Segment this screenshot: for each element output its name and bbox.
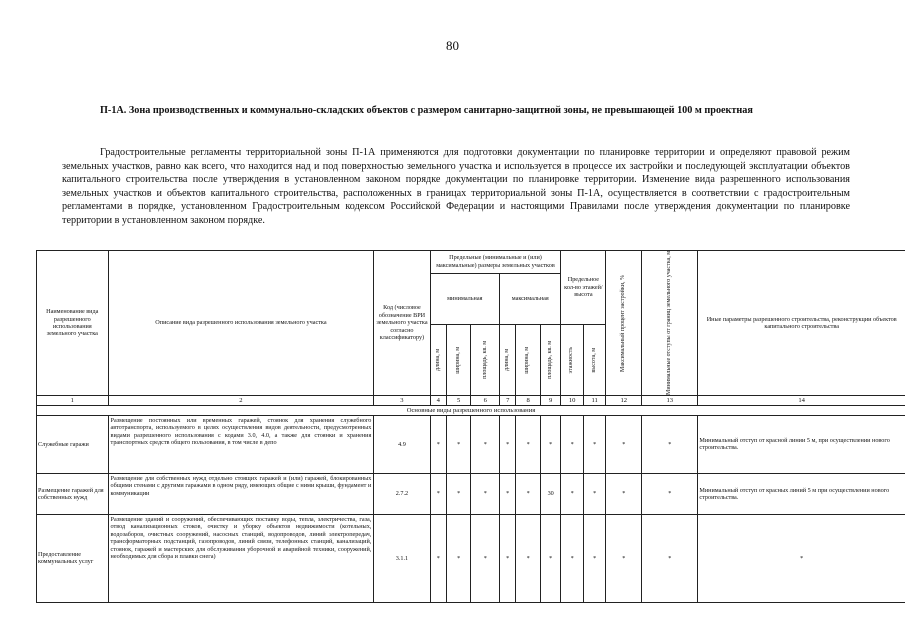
header-height — [583, 324, 605, 395]
row-description: Размещение для собственных нужд отдельно стоящих гаражей и (или) гаражей, блокированных общими стенами с другими гаражами в одном ряду, имеющих общие с ними крыши, фундамент и коммуникации — [108, 473, 374, 514]
header-max-width — [516, 324, 541, 395]
table-row — [37, 514, 905, 602]
row-value: * — [561, 473, 583, 514]
header-floors-text: этажность — [568, 346, 575, 374]
row-value: * — [446, 473, 471, 514]
header-setback — [642, 251, 698, 396]
column-number: 1 — [37, 395, 109, 405]
table-row — [37, 473, 905, 514]
row-other: * — [698, 514, 905, 602]
header-min-length — [430, 324, 446, 395]
row-value: * — [561, 415, 583, 473]
column-number: 3 — [374, 395, 430, 405]
header-max-area — [540, 324, 560, 395]
header-max-area-text: площадь, кв. м — [546, 340, 553, 379]
row-other: Минимальный отступ от красных линий 5 м при осуществлении нового строительства. — [698, 473, 905, 514]
section-title: Основные виды разрешенного использования — [37, 405, 905, 415]
column-number: 9 — [540, 395, 560, 405]
row-code: 2.7.2 — [374, 473, 430, 514]
row-value: * — [430, 415, 446, 473]
row-value: * — [516, 415, 541, 473]
page-number: 80 — [446, 38, 459, 53]
row-value: 30 — [540, 473, 560, 514]
header-row-1 — [37, 251, 905, 274]
row-code: 3.1.1 — [374, 514, 430, 602]
header-description: Описание вида разрешенного использования земельного участка — [108, 251, 374, 396]
row-name: Размещение гаражей для собственных нужд — [37, 473, 109, 514]
row-value: * — [540, 415, 560, 473]
column-number: 11 — [583, 395, 605, 405]
header-min-area-text: площадь, кв. м — [481, 340, 488, 379]
header-name: Наименование вида разрешенного использования земельного участка — [37, 251, 109, 396]
header-min-length-text: длина, м — [434, 348, 441, 371]
row-value: * — [471, 473, 500, 514]
column-number: 12 — [606, 395, 642, 405]
row-value: * — [500, 514, 516, 602]
row-name: Служебные гаражи — [37, 415, 109, 473]
column-number: 10 — [561, 395, 583, 405]
zone-heading: П-1А. Зона производственных и коммунально-складских объектов с размером санитарно-защитной зоны, не превышающей 100 м проектная — [100, 105, 753, 116]
row-value: * — [561, 514, 583, 602]
header-max-length — [500, 324, 516, 395]
header-min-width-text: ширина, м — [454, 346, 461, 374]
row-name: Предоставление коммунальных услуг — [37, 514, 109, 602]
regulations-table — [36, 250, 905, 603]
header-max-width-text: ширина, м — [524, 346, 531, 374]
row-value: * — [430, 473, 446, 514]
column-number: 8 — [516, 395, 541, 405]
header-limits: Предельные (минимальные и (или) максимальные) размеры земельных участков — [430, 251, 561, 274]
row-value: * — [516, 514, 541, 602]
header-coverage-text: Максимальный процент застройки, % — [620, 274, 627, 372]
header-coverage — [606, 251, 642, 396]
row-value: * — [471, 415, 500, 473]
row-value: * — [540, 514, 560, 602]
intro-paragraph: Градостроительные регламенты территориальной зоны П-1А применяются для подготовки документации по планировке территории и определяют правовой режим земельных участков, равно как всего, что находится над и под поверхностью земельного участка и используется в процессе их застройки и последующей эксплуатации объектов капитального строительства после утверждения в установленном законом порядке документации по планировке территории. Изменение вида разрешенного использования земельных участков и объектов капитального строительства, расположенных в границах территориальной зоны П-1А, осуществляется в соответствии с градостроительным регламентами в порядке, установленном Градостроительным кодексом Российской Федерации и настоящими Правилами после утверждения документации по планировке территории в установленном законом порядке. — [62, 147, 850, 226]
row-value: * — [642, 514, 698, 602]
row-value: * — [446, 415, 471, 473]
header-max: максимальная — [500, 273, 561, 324]
row-description: Размещение зданий и сооружений, обеспечивающих поставку воды, тепла, электричества, газа, отвод канализационных стоков, очистку и уборку объектов недвижимости (котельных, водозаборов, очистных сооружений, насосных станций, водопроводов, линий электропередач, трансформаторных подстанций, газопроводов, линий связи, телефонных станций, канализаций, стоянок, гаражей и мастерских для обслуживания уборочной и аварийной техники, сооружений, необходимых для сбора и плавки снега) — [108, 514, 374, 602]
row-description: Размещение постоянных или временных гаражей, стоянок для хранения служебного автотранспорта, используемого в целях осуществления видов деятельности, предусмотренных видами разрешенного использования с кодами 3.0, 4.0, а также для стоянки и хранения транспортных средств общего пользования, в том числе в депо — [108, 415, 374, 473]
row-value: * — [606, 473, 642, 514]
row-value: * — [430, 514, 446, 602]
row-value: * — [500, 415, 516, 473]
row-value: * — [583, 473, 605, 514]
row-value: * — [606, 514, 642, 602]
column-number: 6 — [471, 395, 500, 405]
column-number: 13 — [642, 395, 698, 405]
column-number: 4 — [430, 395, 446, 405]
row-value: * — [583, 415, 605, 473]
row-value: * — [446, 514, 471, 602]
table-row — [37, 415, 905, 473]
row-other: Минимальный отступ от красной линии 5 м, при осуществлении нового строительства. — [698, 415, 905, 473]
column-number: 2 — [108, 395, 374, 405]
column-number: 7 — [500, 395, 516, 405]
row-value: * — [471, 514, 500, 602]
row-value: * — [606, 415, 642, 473]
column-number: 14 — [698, 395, 905, 405]
header-height-text: высота, м — [590, 347, 597, 373]
row-value: * — [583, 514, 605, 602]
section-row — [37, 405, 905, 415]
header-max-length-text: длина, м — [504, 348, 511, 371]
row-value: * — [642, 415, 698, 473]
header-code: Код (числовое обозначение ВРИ земельного участка согласно классификатору) — [374, 251, 430, 396]
column-number-row — [37, 395, 905, 405]
row-value: * — [500, 473, 516, 514]
header-setback-text: Минимальные отступы от границ земельного участка, м — [666, 251, 673, 395]
header-min-area — [471, 324, 500, 395]
row-code: 4.9 — [374, 415, 430, 473]
header-min-width — [446, 324, 471, 395]
header-floors-group: Предельное кол-во этажей/ высота — [561, 251, 606, 325]
header-other: Иные параметры разрешенного строительства, реконструкции объектов капитального строительства — [698, 251, 905, 396]
header-floors — [561, 324, 583, 395]
header-min: минимальная — [430, 273, 499, 324]
column-number: 5 — [446, 395, 471, 405]
row-value: * — [516, 473, 541, 514]
row-value: * — [642, 473, 698, 514]
